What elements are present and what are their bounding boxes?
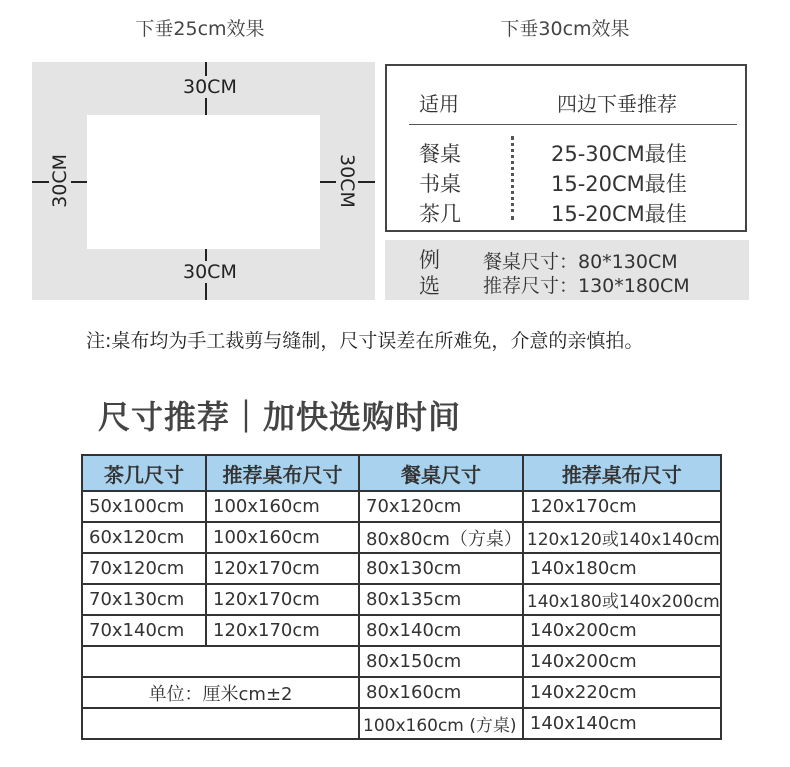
table-row [82, 553, 721, 584]
header-coffee-table-size: 茶几尺寸 [82, 455, 206, 491]
example-label: 选 [419, 274, 440, 298]
table-row [82, 615, 721, 646]
recommend-box [385, 64, 747, 232]
table-row [82, 491, 721, 522]
dim-label-bottom: 30CM [183, 261, 237, 283]
table-cell: 50x100cm [82, 491, 206, 522]
example-label: 例 [419, 248, 440, 272]
header-recommended-cloth-size: 推荐桌布尺寸 [206, 455, 359, 491]
caption-left: 下垂25cm效果 [135, 18, 265, 40]
table-cell: 140x180或140x200cm [523, 584, 721, 615]
recommend-header-value: 四边下垂推荐 [557, 92, 677, 116]
size-table [81, 454, 722, 740]
table-cell: 120x170cm [523, 491, 721, 522]
table-cell: 80x160cm [359, 677, 523, 708]
table-top-rect [87, 115, 320, 249]
table-cell: 80x80cm（方桌） [359, 522, 523, 553]
table-cell: 100x160cm (方桌) [359, 708, 523, 739]
table-cell: 100x160cm [206, 522, 359, 553]
table-cell: 70x130cm [82, 584, 206, 615]
table-cell: 140x140cm [523, 708, 721, 739]
dim-label-left: 30CM [49, 154, 71, 208]
unit-note: 单位：厘米cm±2 [82, 677, 359, 708]
table-cell: 140x180cm [523, 553, 721, 584]
table-cell: 80x135cm [359, 584, 523, 615]
example-recommend-size: 推荐尺寸：130*180CM [483, 275, 690, 297]
table-cell: 120x120或140x140cm [523, 522, 721, 553]
table-cell: 140x200cm [523, 646, 721, 677]
drape-diagram [32, 62, 375, 300]
table-cell: 100x160cm [206, 491, 359, 522]
table-cell: 120x170cm [206, 584, 359, 615]
dim-label-right: 30CM [336, 154, 358, 208]
table-cell: 80x150cm [359, 646, 523, 677]
table-cell [82, 708, 359, 739]
table-cell: 70x120cm [359, 491, 523, 522]
table-row [82, 646, 721, 677]
table-cell [82, 646, 359, 677]
table-row [82, 708, 721, 739]
table-cell: 140x200cm [523, 615, 721, 646]
caption-right: 下垂30cm效果 [500, 18, 630, 40]
recommend-value: 15-20CM最佳 [551, 202, 687, 226]
example-box [385, 240, 749, 300]
table-cell: 60x120cm [82, 522, 206, 553]
recommend-value: 25-30CM最佳 [551, 142, 687, 166]
table-cell: 120x170cm [206, 615, 359, 646]
recommend-divider [409, 124, 737, 125]
table-cell: 120x170cm [206, 553, 359, 584]
table-row [82, 584, 721, 615]
table-cell: 80x130cm [359, 553, 523, 584]
header-dining-table-size: 餐桌尺寸 [359, 455, 523, 491]
recommend-header-item: 适用 [419, 92, 459, 116]
recommend-value: 15-20CM最佳 [551, 172, 687, 196]
disclaimer-note: 注:桌布均为手工裁剪与缝制，尺寸误差在所难免，介意的亲慎拍。 [86, 330, 644, 352]
recommend-item: 茶几 [419, 202, 461, 226]
table-row [82, 522, 721, 553]
dim-label-top: 30CM [183, 76, 237, 98]
table-header-row [82, 455, 721, 491]
recommend-dotted-separator [511, 136, 514, 220]
table-cell: 70x140cm [82, 615, 206, 646]
recommend-item: 书桌 [419, 172, 461, 196]
header-recommended-cloth-size: 推荐桌布尺寸 [523, 455, 721, 491]
table-cell: 70x120cm [82, 553, 206, 584]
table-cell: 80x140cm [359, 615, 523, 646]
table-cell: 140x220cm [523, 677, 721, 708]
table-row [82, 677, 721, 708]
section-title: 尺寸推荐｜加快选购时间 [98, 398, 462, 436]
example-table-size: 餐桌尺寸：80*130CM [483, 251, 678, 273]
recommend-item: 餐桌 [419, 142, 461, 166]
